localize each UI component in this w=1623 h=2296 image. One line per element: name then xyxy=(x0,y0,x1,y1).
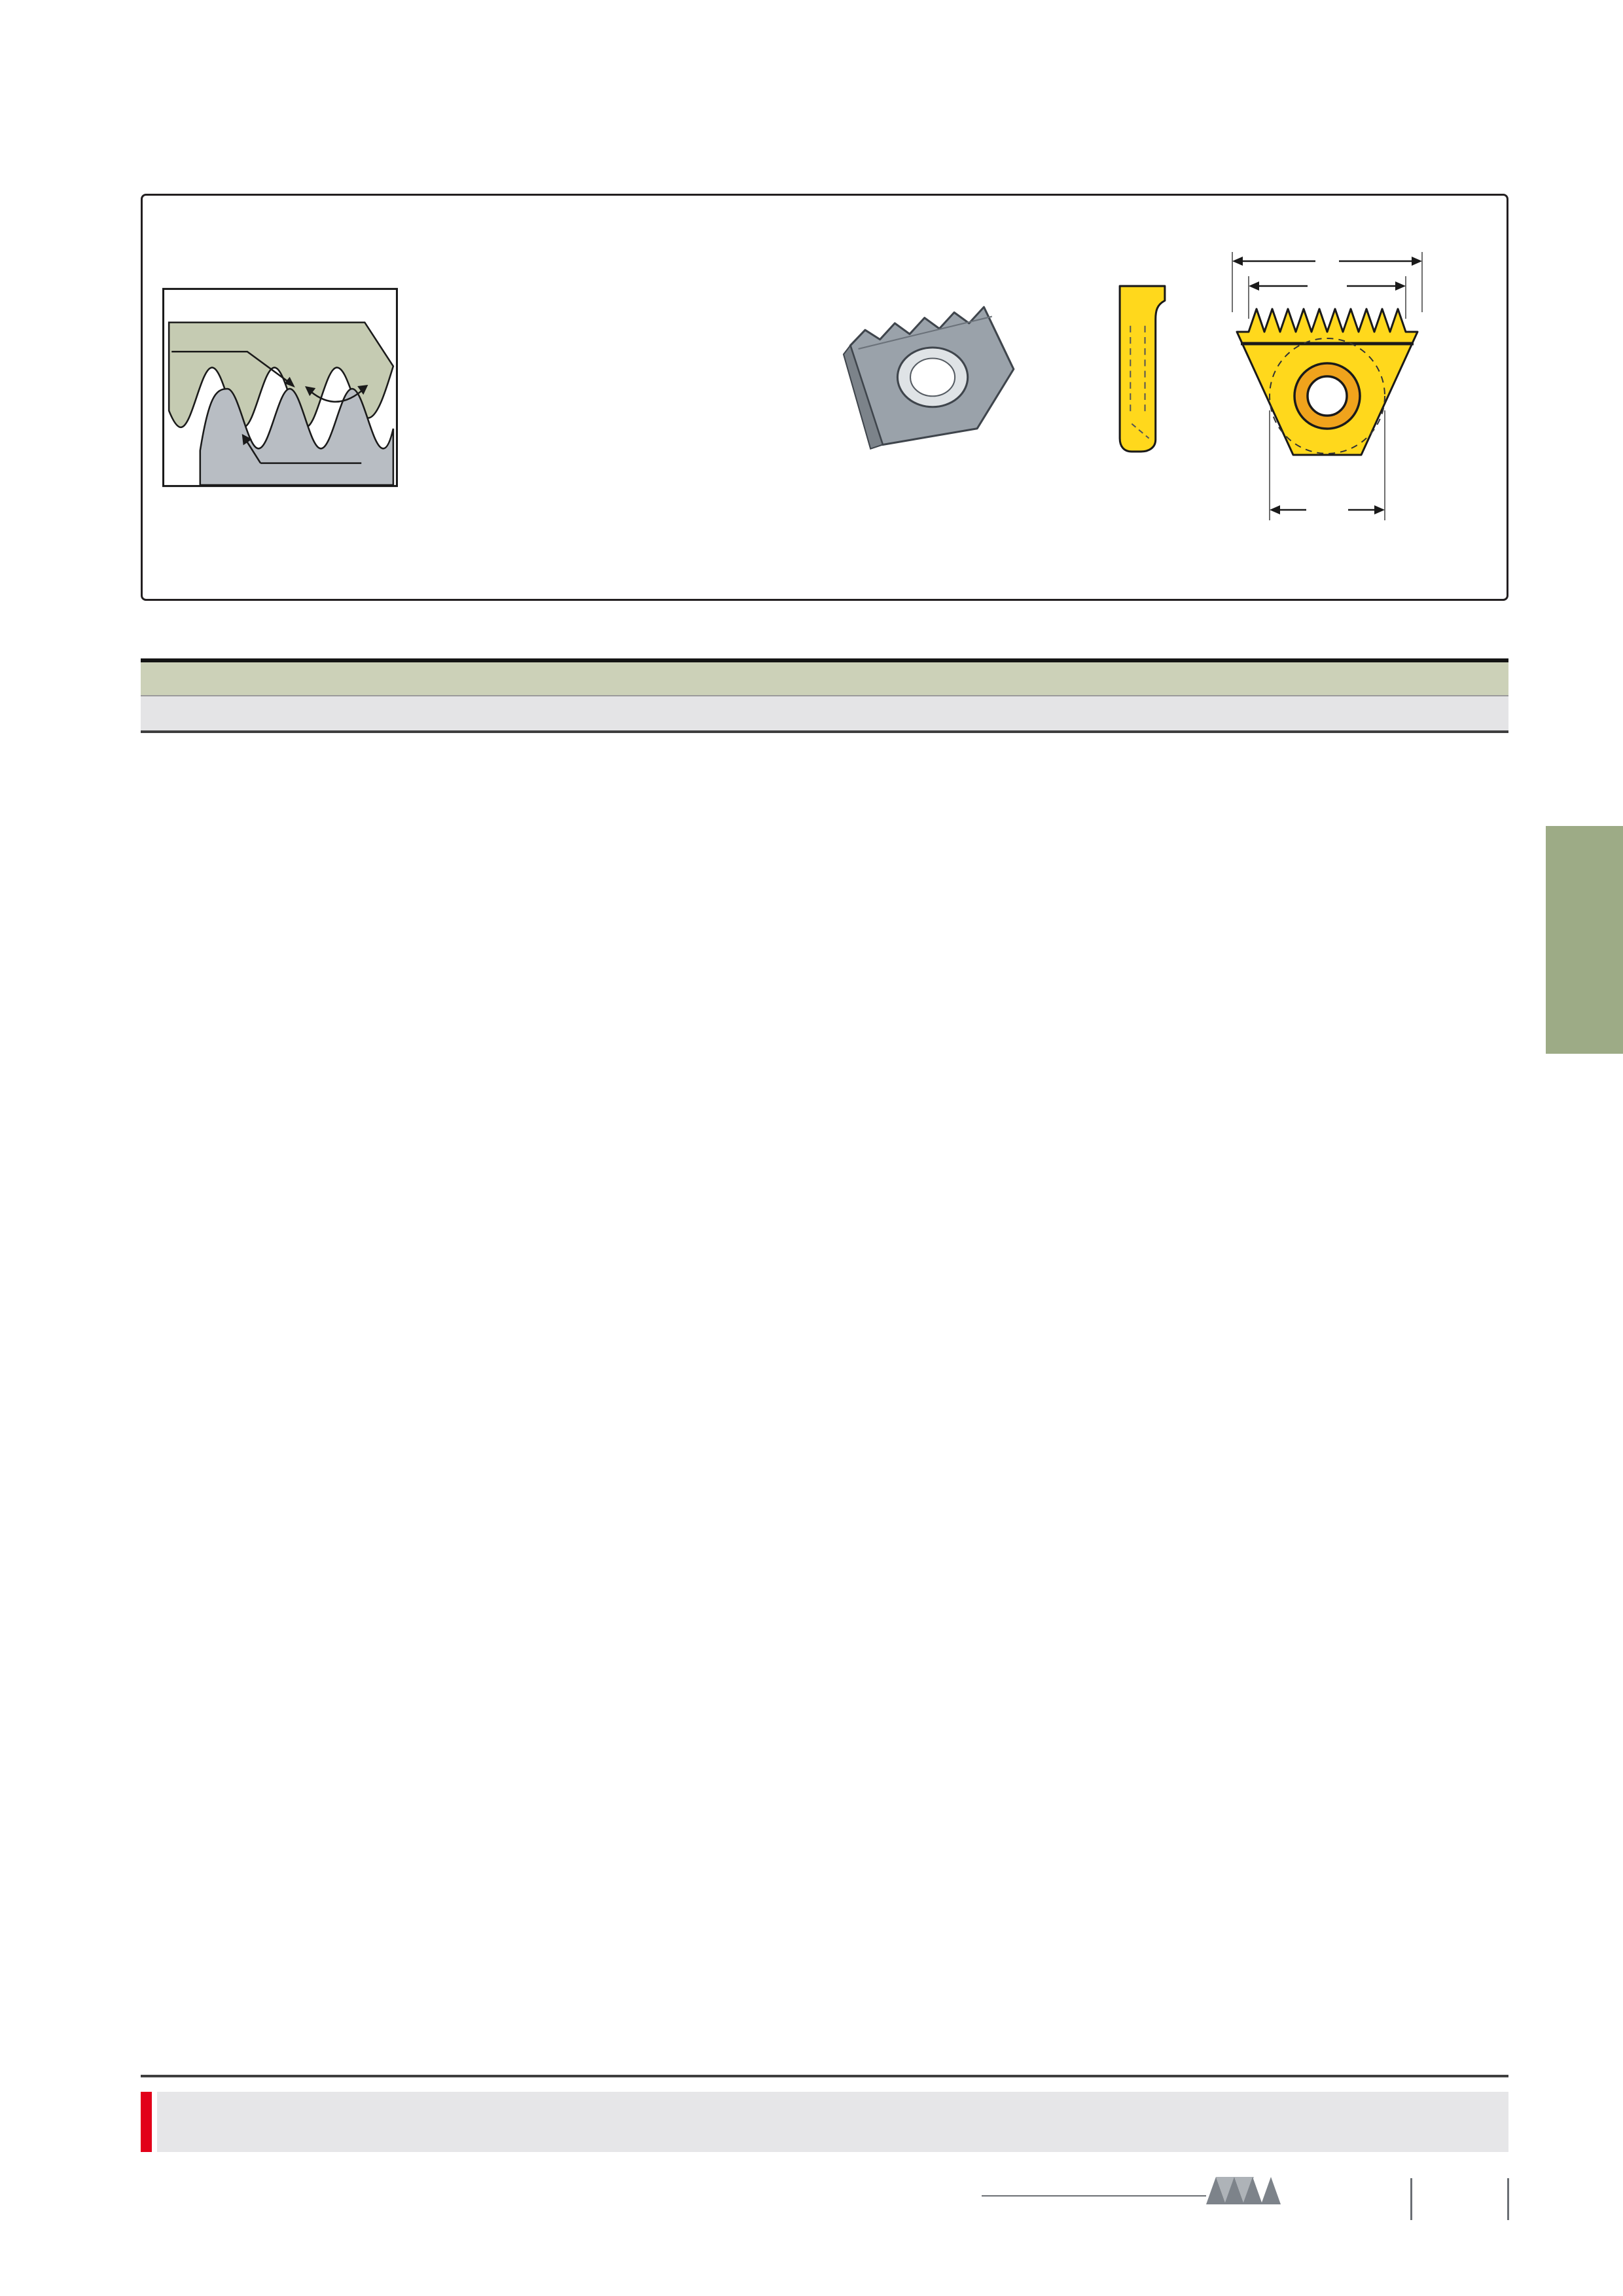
table-bottom-border xyxy=(141,2075,1508,2077)
header-spacer xyxy=(1324,662,1508,695)
subheader-l-mm xyxy=(326,696,433,730)
table-body xyxy=(141,733,1508,2075)
holder-body xyxy=(1120,286,1165,452)
footnote xyxy=(141,2092,1508,2152)
table-header-units xyxy=(141,696,1508,730)
header-insert-size xyxy=(141,662,433,695)
insert-photo xyxy=(823,274,1039,464)
brand-logo xyxy=(1206,2174,1307,2206)
toolholder-schematic xyxy=(1101,282,1183,456)
footer-rule xyxy=(982,2195,1206,2197)
footer-separator-right xyxy=(1507,2178,1509,2220)
info-box xyxy=(141,194,1508,601)
header-pitch xyxy=(433,662,550,695)
insert-schematic xyxy=(1196,247,1458,528)
thread-profile-diagram xyxy=(162,287,398,488)
side-tab-tm-standard xyxy=(1546,826,1623,1054)
table-header-groups xyxy=(141,662,1508,695)
vargus-triangles-icon xyxy=(1206,2174,1304,2206)
subheader-toolholder xyxy=(1324,696,1508,730)
subheader-spacer xyxy=(1086,696,1324,730)
subheader-external-internal xyxy=(550,696,856,730)
footnote-text xyxy=(157,2092,1508,2152)
header-le xyxy=(856,662,1086,695)
subheader-mm xyxy=(856,696,1086,730)
subheader-ic xyxy=(141,696,326,730)
header-teeth xyxy=(1086,662,1324,695)
header-ordering-code xyxy=(550,662,856,695)
footnote-accent-bar xyxy=(141,2092,152,2152)
subheader-tpi xyxy=(433,696,550,730)
footer-separator-left xyxy=(1410,2178,1412,2220)
